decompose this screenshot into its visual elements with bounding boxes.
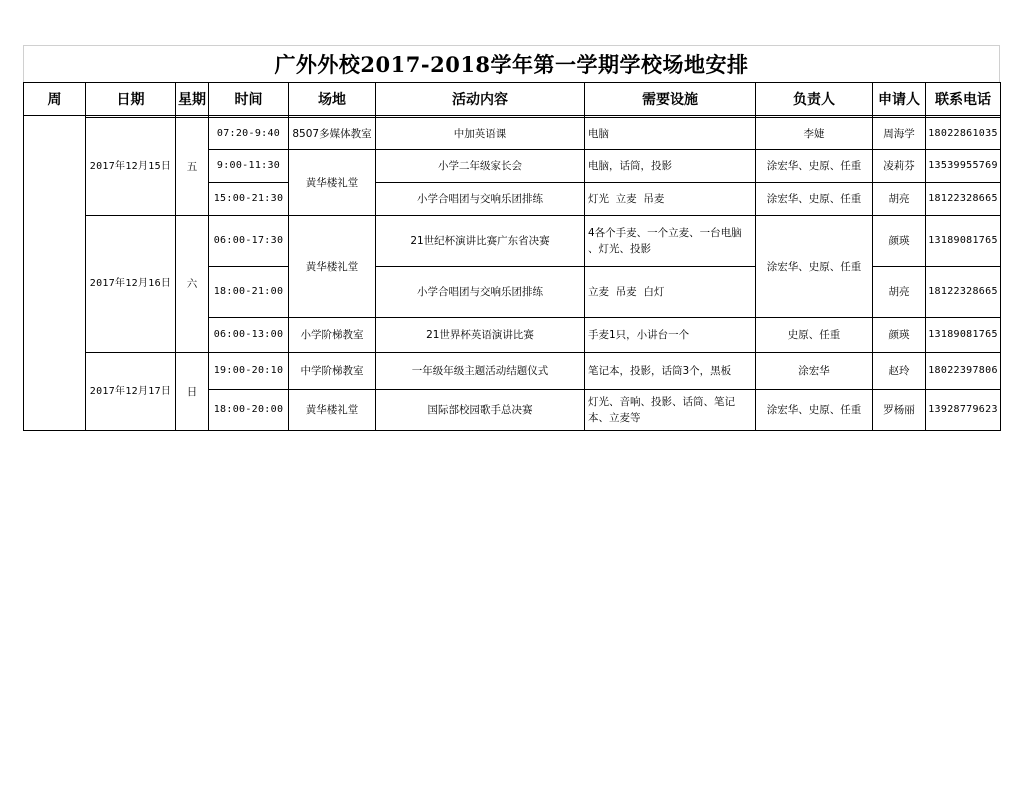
header-facilities: 需要设施 bbox=[585, 83, 756, 116]
applicant-cell: 凌莉芬 bbox=[873, 150, 926, 183]
applicant-cell: 胡亮 bbox=[873, 267, 926, 318]
person-cell: 史原、任重 bbox=[756, 318, 873, 353]
venue-cell: 黄华楼礼堂 bbox=[289, 216, 376, 318]
date-cell: 2017年12月16日 bbox=[86, 216, 176, 353]
person-cell: 涂宏华、史原、任重 bbox=[756, 150, 873, 183]
phone-cell: 18122328665 bbox=[926, 183, 1001, 216]
facilities-cell: 电脑，话筒，投影 bbox=[585, 150, 756, 183]
header-date: 日期 bbox=[86, 83, 176, 116]
time-cell: 18:00-21:00 bbox=[209, 267, 289, 318]
table-row bbox=[24, 353, 1001, 390]
person-cell: 涂宏华、史原、任重 bbox=[756, 183, 873, 216]
activity-cell: 中加英语课 bbox=[376, 118, 585, 150]
header-person-in-charge: 负责人 bbox=[756, 83, 873, 116]
header-applicant: 申请人 bbox=[873, 83, 926, 116]
facilities-cell: 笔记本，投影，话筒3个，黑板 bbox=[585, 353, 756, 390]
table-row bbox=[24, 118, 1001, 150]
time-cell: 06:00-13:00 bbox=[209, 318, 289, 353]
facilities-cell bbox=[585, 390, 756, 431]
venue-cell: 小学阶梯教室 bbox=[289, 318, 376, 353]
activity-cell: 小学二年级家长会 bbox=[376, 150, 585, 183]
header-venue: 场地 bbox=[289, 83, 376, 116]
activity-cell: 21世界杯英语演讲比赛 bbox=[376, 318, 585, 353]
schedule-table bbox=[23, 82, 1001, 431]
date-cell: 2017年12月17日 bbox=[86, 353, 176, 431]
applicant-cell: 罗杨丽 bbox=[873, 390, 926, 431]
person-cell: 涂宏华、史原、任重 bbox=[756, 216, 873, 318]
activity-cell: 21世纪杯演讲比赛广东省决赛 bbox=[376, 216, 585, 267]
activity-cell: 国际部校园歌手总决赛 bbox=[376, 390, 585, 431]
venue-cell: 黄华楼礼堂 bbox=[289, 150, 376, 216]
activity-cell: 小学合唱团与交响乐团排练 bbox=[376, 183, 585, 216]
header-weekday: 星期 bbox=[176, 83, 209, 116]
page-title: 广外外校2017-2018学年第一学期学校场地安排 bbox=[274, 52, 749, 77]
time-cell: 06:00-17:30 bbox=[209, 216, 289, 267]
time-cell: 07:20-9:40 bbox=[209, 118, 289, 150]
time-cell: 18:00-20:00 bbox=[209, 390, 289, 431]
facilities-line: 本、立麦等 bbox=[588, 412, 641, 424]
header-phone: 联系电话 bbox=[926, 83, 1001, 116]
weekday-cell: 六 bbox=[176, 216, 209, 353]
weekday-cell: 日 bbox=[176, 353, 209, 431]
facilities-cell: 电脑 bbox=[585, 118, 756, 150]
facilities-line: 灯光、音响、投影、话筒、笔记 bbox=[588, 396, 735, 408]
phone-cell: 18122328665 bbox=[926, 267, 1001, 318]
venue-cell: 中学阶梯教室 bbox=[289, 353, 376, 390]
applicant-cell: 周海学 bbox=[873, 118, 926, 150]
header-activity: 活动内容 bbox=[376, 83, 585, 116]
phone-cell: 13928779623 bbox=[926, 390, 1001, 431]
activity-cell: 一年级年级主题活动结题仪式 bbox=[376, 353, 585, 390]
venue-cell: 黄华楼礼堂 bbox=[289, 390, 376, 431]
time-cell: 19:00-20:10 bbox=[209, 353, 289, 390]
person-cell: 涂宏华、史原、任重 bbox=[756, 390, 873, 431]
facilities-line: 4各个手麦、一个立麦、一台电脑 bbox=[588, 227, 742, 239]
time-cell: 9:00-11:30 bbox=[209, 150, 289, 183]
facilities-cell bbox=[585, 216, 756, 267]
applicant-cell: 颜瑛 bbox=[873, 216, 926, 267]
applicant-cell: 胡亮 bbox=[873, 183, 926, 216]
phone-cell: 18022861035 bbox=[926, 118, 1001, 150]
schedule-sheet bbox=[23, 45, 1000, 431]
date-cell: 2017年12月15日 bbox=[86, 118, 176, 216]
header-time: 时间 bbox=[209, 83, 289, 116]
applicant-cell: 颜瑛 bbox=[873, 318, 926, 353]
phone-cell: 13189081765 bbox=[926, 318, 1001, 353]
facilities-cell: 灯光 立麦 吊麦 bbox=[585, 183, 756, 216]
person-cell: 李婕 bbox=[756, 118, 873, 150]
header-week: 周 bbox=[24, 83, 86, 116]
person-cell: 涂宏华 bbox=[756, 353, 873, 390]
time-cell: 15:00-21:30 bbox=[209, 183, 289, 216]
applicant-cell: 赵玲 bbox=[873, 353, 926, 390]
venue-cell: 8507多媒体教室 bbox=[289, 118, 376, 150]
phone-cell: 13189081765 bbox=[926, 216, 1001, 267]
table-row bbox=[24, 216, 1001, 267]
facilities-cell: 立麦 吊麦 白灯 bbox=[585, 267, 756, 318]
facilities-cell: 手麦1只，小讲台一个 bbox=[585, 318, 756, 353]
facilities-line: 、灯光、投影 bbox=[588, 243, 651, 255]
week-cell bbox=[24, 116, 86, 431]
phone-cell: 18022397806 bbox=[926, 353, 1001, 390]
title-cell bbox=[23, 45, 1000, 82]
activity-cell: 小学合唱团与交响乐团排练 bbox=[376, 267, 585, 318]
weekday-cell: 五 bbox=[176, 118, 209, 216]
header-row bbox=[24, 83, 1001, 116]
phone-cell: 13539955769 bbox=[926, 150, 1001, 183]
